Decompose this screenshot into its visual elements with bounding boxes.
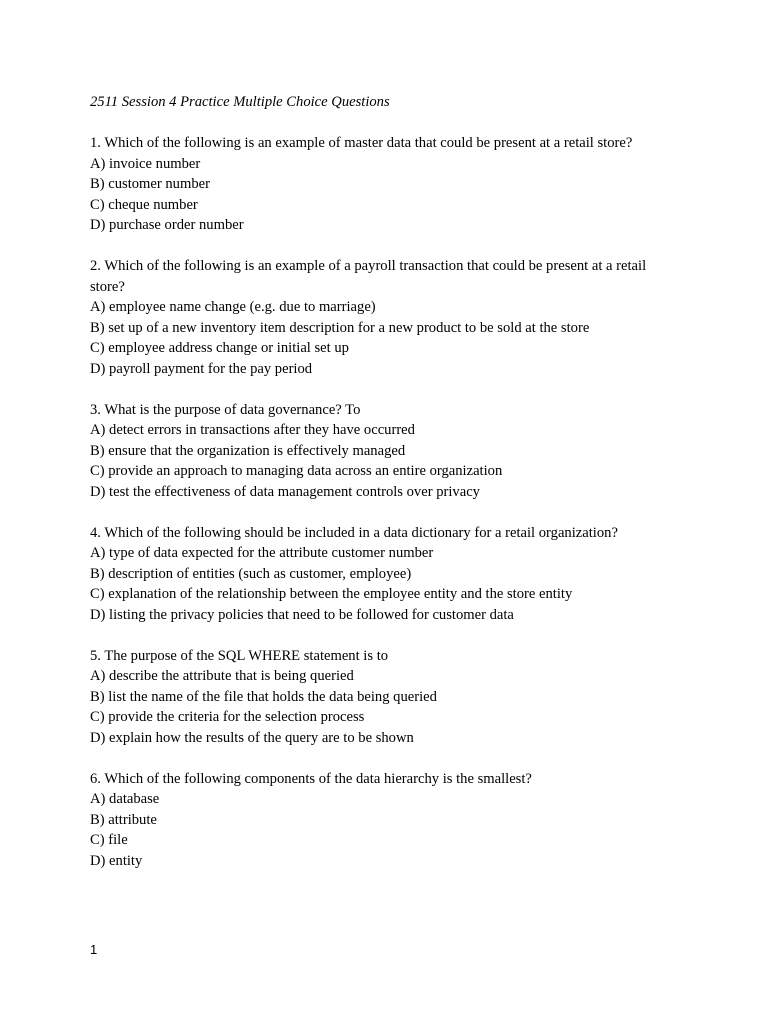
question-3 bbox=[90, 400, 690, 503]
answer-option-a: A) invoice number bbox=[90, 155, 201, 172]
answer-option-b: B) list the name of the file that holds the data being queried bbox=[90, 688, 437, 705]
answer-option-a: A) employee name change (e.g. due to marriage) bbox=[90, 299, 376, 315]
answer-option-a: A) detect errors in transactions after they have occurred bbox=[90, 422, 415, 438]
question-2 bbox=[90, 256, 690, 379]
answer-option-c: C) provide the criteria for the selection process bbox=[90, 709, 365, 725]
answer-option-c: C) employee address change or initial set up bbox=[90, 340, 349, 356]
answer-option-b: B) description of entities (such as customer, employee) bbox=[90, 565, 412, 582]
question-text: 4. Which of the following should be included in a data dictionary for a retail organization? bbox=[90, 524, 618, 541]
answer-option-d: D) entity bbox=[90, 852, 143, 869]
question-text: 6. Which of the following components of the data hierarchy is the smallest? bbox=[90, 770, 532, 787]
document-page bbox=[90, 92, 690, 892]
document-title: 2511 Session 4 Practice Multiple Choice Questions bbox=[90, 94, 390, 110]
answer-option-d: D) test the effectiveness of data management controls over privacy bbox=[90, 483, 480, 500]
answer-option-c: C) explanation of the relationship between the employee entity and the store entity bbox=[90, 586, 573, 602]
question-text: 3. What is the purpose of data governance? To bbox=[90, 401, 361, 418]
answer-option-a: A) type of data expected for the attribute customer number bbox=[90, 545, 434, 561]
answer-option-d: D) listing the privacy policies that need to be followed for customer data bbox=[90, 606, 514, 623]
answer-option-d: D) payroll payment for the pay period bbox=[90, 360, 313, 377]
question-text: 5. The purpose of the SQL WHERE statement is to bbox=[90, 647, 389, 664]
answer-option-d: D) explain how the results of the query are to be shown bbox=[90, 729, 414, 746]
question-text: 1. Which of the following is an example of master data that could be present at a retail store? bbox=[90, 135, 633, 151]
question-6 bbox=[90, 769, 690, 872]
answer-option-b: B) customer number bbox=[90, 176, 210, 192]
answer-option-c: C) provide an approach to managing data across an entire organization bbox=[90, 463, 503, 479]
question-1 bbox=[90, 133, 690, 236]
answer-option-b: B) attribute bbox=[90, 811, 157, 828]
answer-option-b: B) ensure that the organization is effectively managed bbox=[90, 442, 406, 459]
question-5 bbox=[90, 646, 690, 749]
answer-option-c: C) cheque number bbox=[90, 196, 198, 213]
answer-option-b: B) set up of a new inventory item description for a new product to be sold at the store bbox=[90, 319, 590, 336]
question-text: 2. Which of the following is an example of a payroll transaction that could be present at a retail store? bbox=[90, 258, 647, 295]
answer-option-a: A) describe the attribute that is being queried bbox=[90, 668, 354, 684]
answer-option-c: C) file bbox=[90, 832, 128, 848]
answer-option-d: D) purchase order number bbox=[90, 217, 244, 233]
answer-option-a: A) database bbox=[90, 791, 160, 807]
page-number: 1 bbox=[90, 942, 98, 957]
question-4 bbox=[90, 523, 690, 626]
